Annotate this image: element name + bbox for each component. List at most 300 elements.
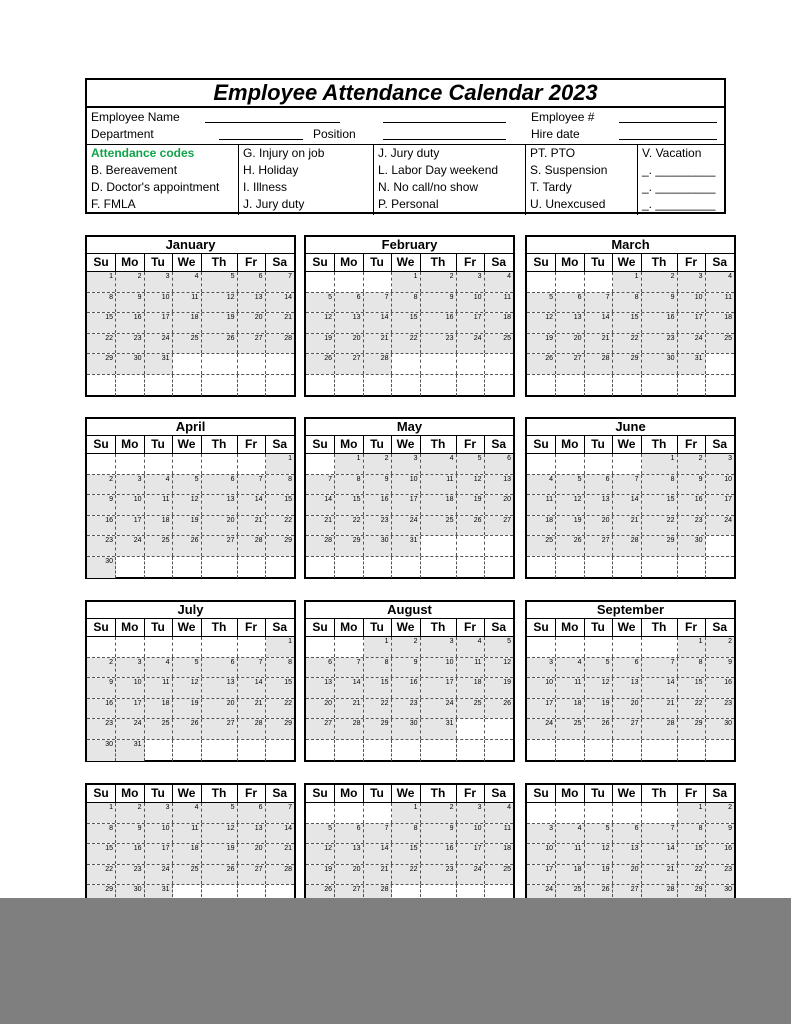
- attendance-entry-area[interactable]: [485, 303, 514, 312]
- attendance-entry-area[interactable]: [173, 283, 201, 292]
- attendance-entry-area[interactable]: [116, 506, 144, 515]
- attendance-entry-area[interactable]: [145, 365, 172, 374]
- day-cell[interactable]: [457, 475, 485, 495]
- day-cell[interactable]: [173, 658, 202, 678]
- attendance-entry-area[interactable]: [421, 875, 456, 884]
- day-cell[interactable]: [527, 516, 556, 536]
- attendance-entry-area[interactable]: [173, 814, 201, 823]
- day-cell[interactable]: [238, 313, 266, 333]
- day-cell[interactable]: [364, 719, 392, 739]
- attendance-entry-area[interactable]: [116, 875, 144, 884]
- day-cell[interactable]: [173, 475, 202, 495]
- attendance-entry-area[interactable]: [173, 689, 201, 698]
- attendance-entry-area[interactable]: [556, 506, 584, 515]
- day-cell[interactable]: [585, 354, 613, 374]
- day-cell[interactable]: [706, 824, 735, 844]
- day-cell[interactable]: [266, 824, 295, 844]
- day-cell[interactable]: [613, 699, 642, 719]
- day-cell[interactable]: [585, 375, 613, 396]
- attendance-entry-area[interactable]: [266, 283, 295, 292]
- attendance-entry-area[interactable]: [485, 814, 514, 823]
- day-cell[interactable]: [266, 516, 295, 536]
- day-cell[interactable]: [457, 375, 485, 396]
- attendance-entry-area[interactable]: [585, 668, 612, 677]
- attendance-entry-area[interactable]: [87, 834, 115, 843]
- day-cell[interactable]: [706, 334, 735, 354]
- day-cell[interactable]: [556, 375, 585, 396]
- day-cell[interactable]: [527, 272, 556, 292]
- day-cell[interactable]: [485, 354, 514, 374]
- attendance-entry-area[interactable]: [202, 344, 237, 353]
- day-cell[interactable]: [116, 824, 145, 844]
- attendance-entry-area[interactable]: [642, 324, 677, 333]
- day-cell[interactable]: [87, 803, 116, 823]
- attendance-entry-area[interactable]: [642, 709, 677, 718]
- day-cell[interactable]: [266, 313, 295, 333]
- attendance-entry-area[interactable]: [392, 730, 420, 739]
- day-cell[interactable]: [335, 495, 364, 515]
- day-cell[interactable]: [457, 803, 485, 823]
- day-cell[interactable]: [145, 536, 173, 556]
- attendance-entry-area[interactable]: [527, 324, 555, 333]
- day-cell[interactable]: [306, 536, 335, 556]
- day-cell[interactable]: [613, 637, 642, 657]
- day-cell[interactable]: [202, 354, 238, 374]
- attendance-entry-area[interactable]: [145, 506, 172, 515]
- position-field[interactable]: [383, 139, 506, 140]
- attendance-entry-area[interactable]: [421, 324, 456, 333]
- day-cell[interactable]: [335, 313, 364, 333]
- attendance-entry-area[interactable]: [527, 506, 555, 515]
- day-cell[interactable]: [335, 293, 364, 313]
- attendance-entry-area[interactable]: [457, 485, 484, 494]
- attendance-entry-area[interactable]: [421, 303, 456, 312]
- attendance-entry-area[interactable]: [87, 814, 115, 823]
- day-cell[interactable]: [364, 354, 392, 374]
- attendance-entry-area[interactable]: [678, 303, 705, 312]
- attendance-entry-area[interactable]: [678, 324, 705, 333]
- day-cell[interactable]: [335, 699, 364, 719]
- attendance-entry-area[interactable]: [527, 668, 555, 677]
- attendance-entry-area[interactable]: [87, 485, 115, 494]
- day-cell[interactable]: [706, 803, 735, 823]
- attendance-entry-area[interactable]: [202, 834, 237, 843]
- attendance-entry-area[interactable]: [364, 689, 391, 698]
- attendance-entry-area[interactable]: [202, 485, 237, 494]
- attendance-entry-area[interactable]: [202, 668, 237, 677]
- day-cell[interactable]: [556, 803, 585, 823]
- attendance-entry-area[interactable]: [306, 485, 334, 494]
- attendance-entry-area[interactable]: [613, 506, 641, 515]
- day-cell[interactable]: [585, 495, 613, 515]
- day-cell[interactable]: [238, 354, 266, 374]
- day-cell[interactable]: [527, 454, 556, 474]
- day-cell[interactable]: [642, 293, 678, 313]
- attendance-entry-area[interactable]: [642, 283, 677, 292]
- attendance-entry-area[interactable]: [485, 506, 514, 515]
- day-cell[interactable]: [527, 313, 556, 333]
- hire-date-field[interactable]: [619, 139, 717, 140]
- attendance-entry-area[interactable]: [706, 855, 735, 864]
- attendance-entry-area[interactable]: [173, 547, 201, 556]
- attendance-entry-area[interactable]: [116, 365, 144, 374]
- day-cell[interactable]: [173, 824, 202, 844]
- day-cell[interactable]: [706, 557, 735, 578]
- attendance-entry-area[interactable]: [457, 283, 484, 292]
- day-cell[interactable]: [556, 516, 585, 536]
- day-cell[interactable]: [364, 454, 392, 474]
- day-cell[interactable]: [173, 495, 202, 515]
- day-cell[interactable]: [238, 678, 266, 698]
- day-cell[interactable]: [145, 803, 173, 823]
- attendance-entry-area[interactable]: [485, 465, 514, 474]
- day-cell[interactable]: [145, 313, 173, 333]
- attendance-entry-area[interactable]: [202, 709, 237, 718]
- attendance-entry-area[interactable]: [678, 668, 705, 677]
- attendance-entry-area[interactable]: [421, 465, 456, 474]
- day-cell[interactable]: [266, 272, 295, 292]
- attendance-entry-area[interactable]: [421, 506, 456, 515]
- attendance-entry-area[interactable]: [613, 344, 641, 353]
- day-cell[interactable]: [678, 516, 706, 536]
- attendance-entry-area[interactable]: [392, 283, 420, 292]
- day-cell[interactable]: [87, 313, 116, 333]
- day-cell[interactable]: [145, 354, 173, 374]
- attendance-entry-area[interactable]: [613, 485, 641, 494]
- day-cell[interactable]: [145, 740, 173, 761]
- attendance-entry-area[interactable]: [145, 875, 172, 884]
- day-cell[interactable]: [613, 719, 642, 739]
- attendance-entry-area[interactable]: [556, 526, 584, 535]
- day-cell[interactable]: [556, 495, 585, 515]
- day-cell[interactable]: [364, 557, 392, 578]
- attendance-entry-area[interactable]: [585, 689, 612, 698]
- day-cell[interactable]: [613, 334, 642, 354]
- attendance-entry-area[interactable]: [266, 855, 295, 864]
- day-cell[interactable]: [527, 824, 556, 844]
- attendance-entry-area[interactable]: [335, 465, 363, 474]
- attendance-entry-area[interactable]: [585, 855, 612, 864]
- day-cell[interactable]: [116, 699, 145, 719]
- attendance-entry-area[interactable]: [116, 303, 144, 312]
- day-cell[interactable]: [238, 375, 266, 396]
- attendance-entry-area[interactable]: [335, 689, 363, 698]
- attendance-entry-area[interactable]: [392, 855, 420, 864]
- day-cell[interactable]: [556, 678, 585, 698]
- day-cell[interactable]: [202, 313, 238, 333]
- day-cell[interactable]: [335, 475, 364, 495]
- attendance-entry-area[interactable]: [266, 303, 295, 312]
- attendance-entry-area[interactable]: [457, 344, 484, 353]
- attendance-entry-area[interactable]: [238, 303, 265, 312]
- day-cell[interactable]: [202, 803, 238, 823]
- attendance-entry-area[interactable]: [173, 855, 201, 864]
- day-cell[interactable]: [335, 719, 364, 739]
- day-cell[interactable]: [266, 844, 295, 864]
- day-cell[interactable]: [392, 557, 421, 578]
- day-cell[interactable]: [421, 272, 457, 292]
- day-cell[interactable]: [678, 740, 706, 761]
- day-cell[interactable]: [613, 293, 642, 313]
- attendance-entry-area[interactable]: [527, 709, 555, 718]
- attendance-entry-area[interactable]: [457, 324, 484, 333]
- day-cell[interactable]: [485, 637, 514, 657]
- day-cell[interactable]: [145, 824, 173, 844]
- day-cell[interactable]: [238, 536, 266, 556]
- attendance-entry-area[interactable]: [613, 365, 641, 374]
- attendance-entry-area[interactable]: [306, 344, 334, 353]
- attendance-entry-area[interactable]: [335, 730, 363, 739]
- day-cell[interactable]: [485, 844, 514, 864]
- day-cell[interactable]: [457, 824, 485, 844]
- attendance-entry-area[interactable]: [335, 834, 363, 843]
- day-cell[interactable]: [335, 865, 364, 885]
- day-cell[interactable]: [642, 516, 678, 536]
- attendance-entry-area[interactable]: [392, 689, 420, 698]
- day-cell[interactable]: [266, 637, 295, 657]
- day-cell[interactable]: [485, 495, 514, 515]
- attendance-entry-area[interactable]: [306, 709, 334, 718]
- attendance-entry-area[interactable]: [116, 283, 144, 292]
- day-cell[interactable]: [87, 740, 116, 761]
- day-cell[interactable]: [421, 536, 457, 556]
- attendance-entry-area[interactable]: [266, 465, 295, 474]
- attendance-entry-area[interactable]: [642, 855, 677, 864]
- attendance-entry-area[interactable]: [678, 730, 705, 739]
- day-cell[interactable]: [266, 293, 295, 313]
- day-cell[interactable]: [556, 293, 585, 313]
- attendance-entry-area[interactable]: [306, 547, 334, 556]
- day-cell[interactable]: [706, 637, 735, 657]
- day-cell[interactable]: [485, 375, 514, 396]
- day-cell[interactable]: [392, 313, 421, 333]
- attendance-entry-area[interactable]: [173, 834, 201, 843]
- day-cell[interactable]: [706, 740, 735, 761]
- attendance-entry-area[interactable]: [364, 834, 391, 843]
- day-cell[interactable]: [457, 313, 485, 333]
- day-cell[interactable]: [613, 678, 642, 698]
- day-cell[interactable]: [527, 334, 556, 354]
- day-cell[interactable]: [585, 454, 613, 474]
- day-cell[interactable]: [585, 557, 613, 578]
- day-cell[interactable]: [173, 557, 202, 578]
- attendance-entry-area[interactable]: [457, 526, 484, 535]
- attendance-entry-area[interactable]: [678, 875, 705, 884]
- day-cell[interactable]: [421, 293, 457, 313]
- day-cell[interactable]: [87, 824, 116, 844]
- day-cell[interactable]: [485, 865, 514, 885]
- day-cell[interactable]: [364, 824, 392, 844]
- day-cell[interactable]: [457, 293, 485, 313]
- day-cell[interactable]: [421, 454, 457, 474]
- attendance-entry-area[interactable]: [485, 283, 514, 292]
- attendance-entry-area[interactable]: [421, 855, 456, 864]
- attendance-entry-area[interactable]: [364, 648, 391, 657]
- attendance-entry-area[interactable]: [238, 283, 265, 292]
- attendance-entry-area[interactable]: [421, 526, 456, 535]
- attendance-entry-area[interactable]: [642, 506, 677, 515]
- attendance-entry-area[interactable]: [485, 668, 514, 677]
- day-cell[interactable]: [485, 719, 514, 739]
- day-cell[interactable]: [678, 557, 706, 578]
- attendance-entry-area[interactable]: [613, 283, 641, 292]
- day-cell[interactable]: [145, 719, 173, 739]
- attendance-entry-area[interactable]: [613, 324, 641, 333]
- attendance-entry-area[interactable]: [335, 855, 363, 864]
- employee-number-field[interactable]: [619, 122, 717, 123]
- attendance-entry-area[interactable]: [527, 344, 555, 353]
- day-cell[interactable]: [145, 272, 173, 292]
- attendance-entry-area[interactable]: [642, 526, 677, 535]
- day-cell[interactable]: [485, 699, 514, 719]
- day-cell[interactable]: [335, 557, 364, 578]
- day-cell[interactable]: [485, 272, 514, 292]
- day-cell[interactable]: [202, 865, 238, 885]
- day-cell[interactable]: [364, 272, 392, 292]
- attendance-entry-area[interactable]: [527, 485, 555, 494]
- attendance-entry-area[interactable]: [266, 709, 295, 718]
- day-cell[interactable]: [556, 272, 585, 292]
- day-cell[interactable]: [678, 719, 706, 739]
- attendance-entry-area[interactable]: [335, 506, 363, 515]
- attendance-entry-area[interactable]: [457, 689, 484, 698]
- attendance-entry-area[interactable]: [116, 730, 144, 739]
- day-cell[interactable]: [238, 334, 266, 354]
- attendance-entry-area[interactable]: [706, 506, 735, 515]
- day-cell[interactable]: [173, 740, 202, 761]
- attendance-entry-area[interactable]: [392, 834, 420, 843]
- day-cell[interactable]: [87, 293, 116, 313]
- attendance-entry-area[interactable]: [485, 855, 514, 864]
- day-cell[interactable]: [392, 844, 421, 864]
- day-cell[interactable]: [335, 334, 364, 354]
- day-cell[interactable]: [392, 475, 421, 495]
- day-cell[interactable]: [335, 354, 364, 374]
- attendance-entry-area[interactable]: [485, 689, 514, 698]
- day-cell[interactable]: [421, 475, 457, 495]
- day-cell[interactable]: [306, 678, 335, 698]
- attendance-entry-area[interactable]: [706, 875, 735, 884]
- day-cell[interactable]: [706, 699, 735, 719]
- attendance-entry-area[interactable]: [87, 875, 115, 884]
- attendance-entry-area[interactable]: [706, 465, 735, 474]
- attendance-entry-area[interactable]: [706, 303, 735, 312]
- day-cell[interactable]: [421, 740, 457, 761]
- attendance-entry-area[interactable]: [678, 344, 705, 353]
- day-cell[interactable]: [306, 475, 335, 495]
- day-cell[interactable]: [202, 272, 238, 292]
- attendance-entry-area[interactable]: [585, 324, 612, 333]
- attendance-entry-area[interactable]: [392, 506, 420, 515]
- day-cell[interactable]: [421, 699, 457, 719]
- day-cell[interactable]: [642, 740, 678, 761]
- day-cell[interactable]: [238, 658, 266, 678]
- day-cell[interactable]: [202, 678, 238, 698]
- day-cell[interactable]: [238, 454, 266, 474]
- attendance-entry-area[interactable]: [87, 752, 115, 761]
- attendance-entry-area[interactable]: [145, 730, 172, 739]
- day-cell[interactable]: [266, 557, 295, 578]
- day-cell[interactable]: [116, 740, 145, 761]
- day-cell[interactable]: [173, 536, 202, 556]
- day-cell[interactable]: [306, 699, 335, 719]
- day-cell[interactable]: [116, 865, 145, 885]
- day-cell[interactable]: [421, 334, 457, 354]
- attendance-entry-area[interactable]: [706, 324, 735, 333]
- attendance-entry-area[interactable]: [556, 303, 584, 312]
- day-cell[interactable]: [238, 272, 266, 292]
- attendance-entry-area[interactable]: [238, 689, 265, 698]
- day-cell[interactable]: [706, 272, 735, 292]
- day-cell[interactable]: [421, 354, 457, 374]
- attendance-entry-area[interactable]: [173, 730, 201, 739]
- day-cell[interactable]: [706, 678, 735, 698]
- day-cell[interactable]: [556, 354, 585, 374]
- day-cell[interactable]: [238, 516, 266, 536]
- attendance-entry-area[interactable]: [613, 668, 641, 677]
- day-cell[interactable]: [678, 658, 706, 678]
- attendance-entry-area[interactable]: [202, 324, 237, 333]
- attendance-entry-area[interactable]: [145, 668, 172, 677]
- attendance-entry-area[interactable]: [145, 344, 172, 353]
- day-cell[interactable]: [364, 740, 392, 761]
- day-cell[interactable]: [87, 475, 116, 495]
- attendance-entry-area[interactable]: [266, 547, 295, 556]
- attendance-entry-area[interactable]: [145, 324, 172, 333]
- attendance-entry-area[interactable]: [421, 648, 456, 657]
- attendance-entry-area[interactable]: [116, 668, 144, 677]
- day-cell[interactable]: [173, 334, 202, 354]
- attendance-entry-area[interactable]: [145, 689, 172, 698]
- day-cell[interactable]: [364, 844, 392, 864]
- attendance-entry-area[interactable]: [335, 365, 363, 374]
- day-cell[interactable]: [145, 475, 173, 495]
- day-cell[interactable]: [173, 375, 202, 396]
- attendance-entry-area[interactable]: [306, 506, 334, 515]
- attendance-entry-area[interactable]: [485, 324, 514, 333]
- attendance-entry-area[interactable]: [678, 709, 705, 718]
- attendance-entry-area[interactable]: [556, 730, 584, 739]
- day-cell[interactable]: [485, 334, 514, 354]
- day-cell[interactable]: [306, 803, 335, 823]
- attendance-entry-area[interactable]: [266, 506, 295, 515]
- day-cell[interactable]: [706, 516, 735, 536]
- attendance-entry-area[interactable]: [335, 344, 363, 353]
- day-cell[interactable]: [364, 516, 392, 536]
- attendance-entry-area[interactable]: [202, 506, 237, 515]
- day-cell[interactable]: [173, 272, 202, 292]
- attendance-entry-area[interactable]: [306, 689, 334, 698]
- attendance-entry-area[interactable]: [678, 689, 705, 698]
- day-cell[interactable]: [613, 557, 642, 578]
- day-cell[interactable]: [527, 495, 556, 515]
- day-cell[interactable]: [116, 637, 145, 657]
- attendance-entry-area[interactable]: [678, 855, 705, 864]
- attendance-entry-area[interactable]: [613, 547, 641, 556]
- attendance-entry-area[interactable]: [642, 668, 677, 677]
- day-cell[interactable]: [613, 475, 642, 495]
- attendance-entry-area[interactable]: [392, 485, 420, 494]
- attendance-entry-area[interactable]: [527, 689, 555, 698]
- attendance-entry-area[interactable]: [87, 365, 115, 374]
- day-cell[interactable]: [527, 658, 556, 678]
- day-cell[interactable]: [457, 516, 485, 536]
- attendance-entry-area[interactable]: [392, 648, 420, 657]
- day-cell[interactable]: [678, 334, 706, 354]
- attendance-entry-area[interactable]: [457, 465, 484, 474]
- day-cell[interactable]: [556, 454, 585, 474]
- day-cell[interactable]: [306, 658, 335, 678]
